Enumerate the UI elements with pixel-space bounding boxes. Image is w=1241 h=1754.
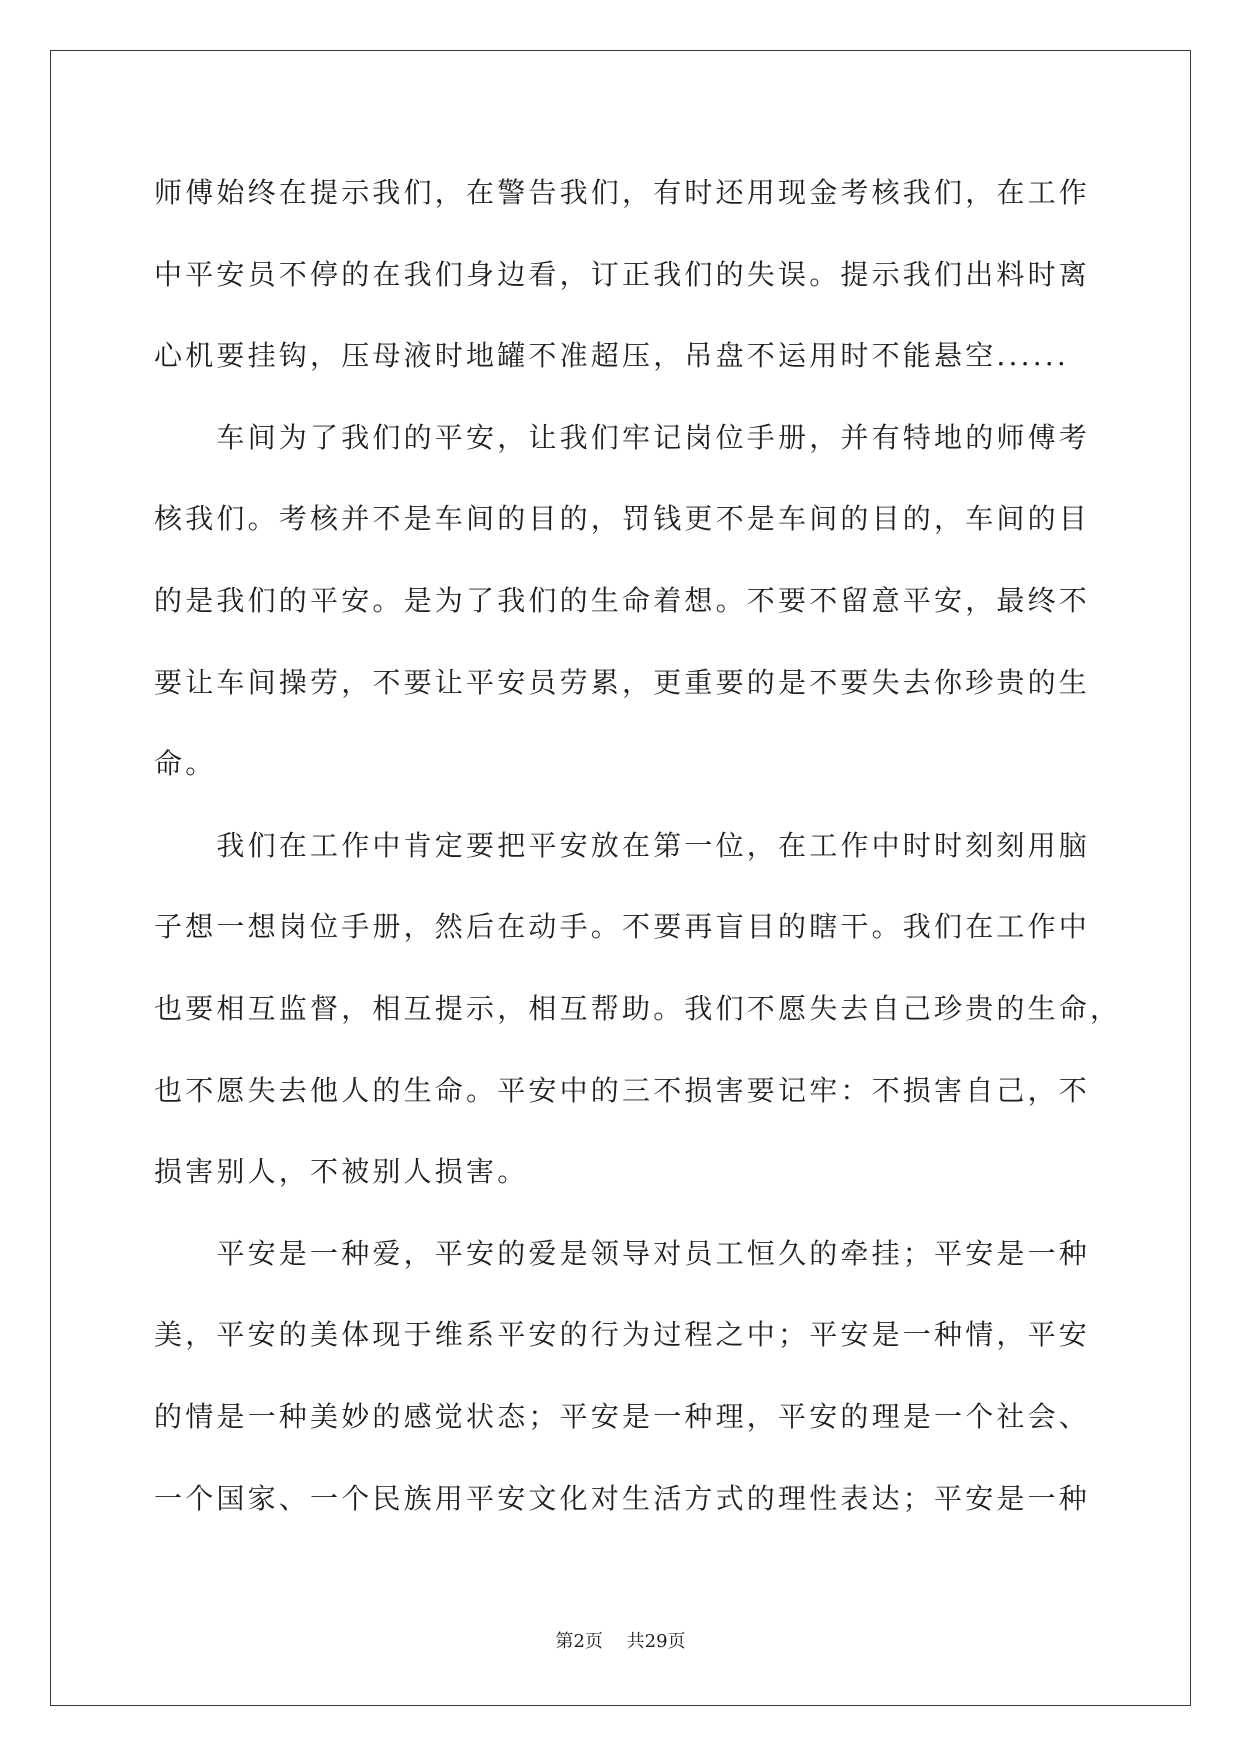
text-line: 平安是一种爱，平安的爱是领导对员工恒久的牵挂；平安是一种 <box>216 1236 1090 1270</box>
paragraph-continued <box>154 152 1134 397</box>
page-footer <box>0 1630 1241 1654</box>
text-line: 一个国家、一个民族用平安文化对生活方式的理性表达；平安是一种 <box>154 1481 1091 1515</box>
text-line: 核我们。考核并不是车间的目的，罚钱更不是车间的目的，车间的目 <box>154 502 1091 536</box>
text-line: 我们在工作中肯定要把平安放在第一位，在工作中时时刻刻用脑 <box>216 828 1090 862</box>
text-line: 损害别人，不被别人损害。 <box>154 1155 529 1189</box>
text-line: 要让车间操劳，不要让平安员劳累，更重要的是不要失去你珍贵的生 <box>154 665 1091 699</box>
text-line: 子想一想岗位手册，然后在动手。不要再盲目的瞎干。我们在工作中 <box>154 910 1091 944</box>
text-line: 也要相互监督，相互提示，相互帮助。我们不愿失去自己珍贵的生命， <box>154 991 1122 1025</box>
text-line: 的情是一种美妙的感觉状态；平安是一种理，平安的理是一个社会、 <box>154 1399 1091 1433</box>
paragraph <box>154 1213 1134 1539</box>
text-line: 心机要挂钩，压母液时地罐不准超压，吊盘不运用时不能悬空...... <box>154 339 1070 373</box>
text-line: 师傅始终在提示我们，在警告我们，有时还用现金考核我们，在工作 <box>154 176 1091 209</box>
text-line: 中平安员不停的在我们身边看，订正我们的失误。提示我们出料时离 <box>154 257 1091 291</box>
text-line: 车间为了我们的平安，让我们牢记岗位手册，并有特地的师傅考 <box>216 420 1090 454</box>
text-line: 也不愿失去他人的生命。平安中的三不损害要记牢：不损害自己，不 <box>154 1073 1091 1107</box>
text-line: 美，平安的美体现于维系平安的行为过程之中；平安是一种情，平安 <box>154 1318 1091 1352</box>
paragraph <box>154 805 1134 1213</box>
text-line: 的是我们的平安。是为了我们的生命着想。不要不留意平安，最终不 <box>154 583 1091 617</box>
text-line: 命。 <box>154 747 217 781</box>
page-total: 共29页 <box>626 1631 686 1652</box>
page-number: 第2页 <box>555 1631 603 1652</box>
body-text <box>154 152 1134 1539</box>
paragraph <box>154 397 1134 805</box>
